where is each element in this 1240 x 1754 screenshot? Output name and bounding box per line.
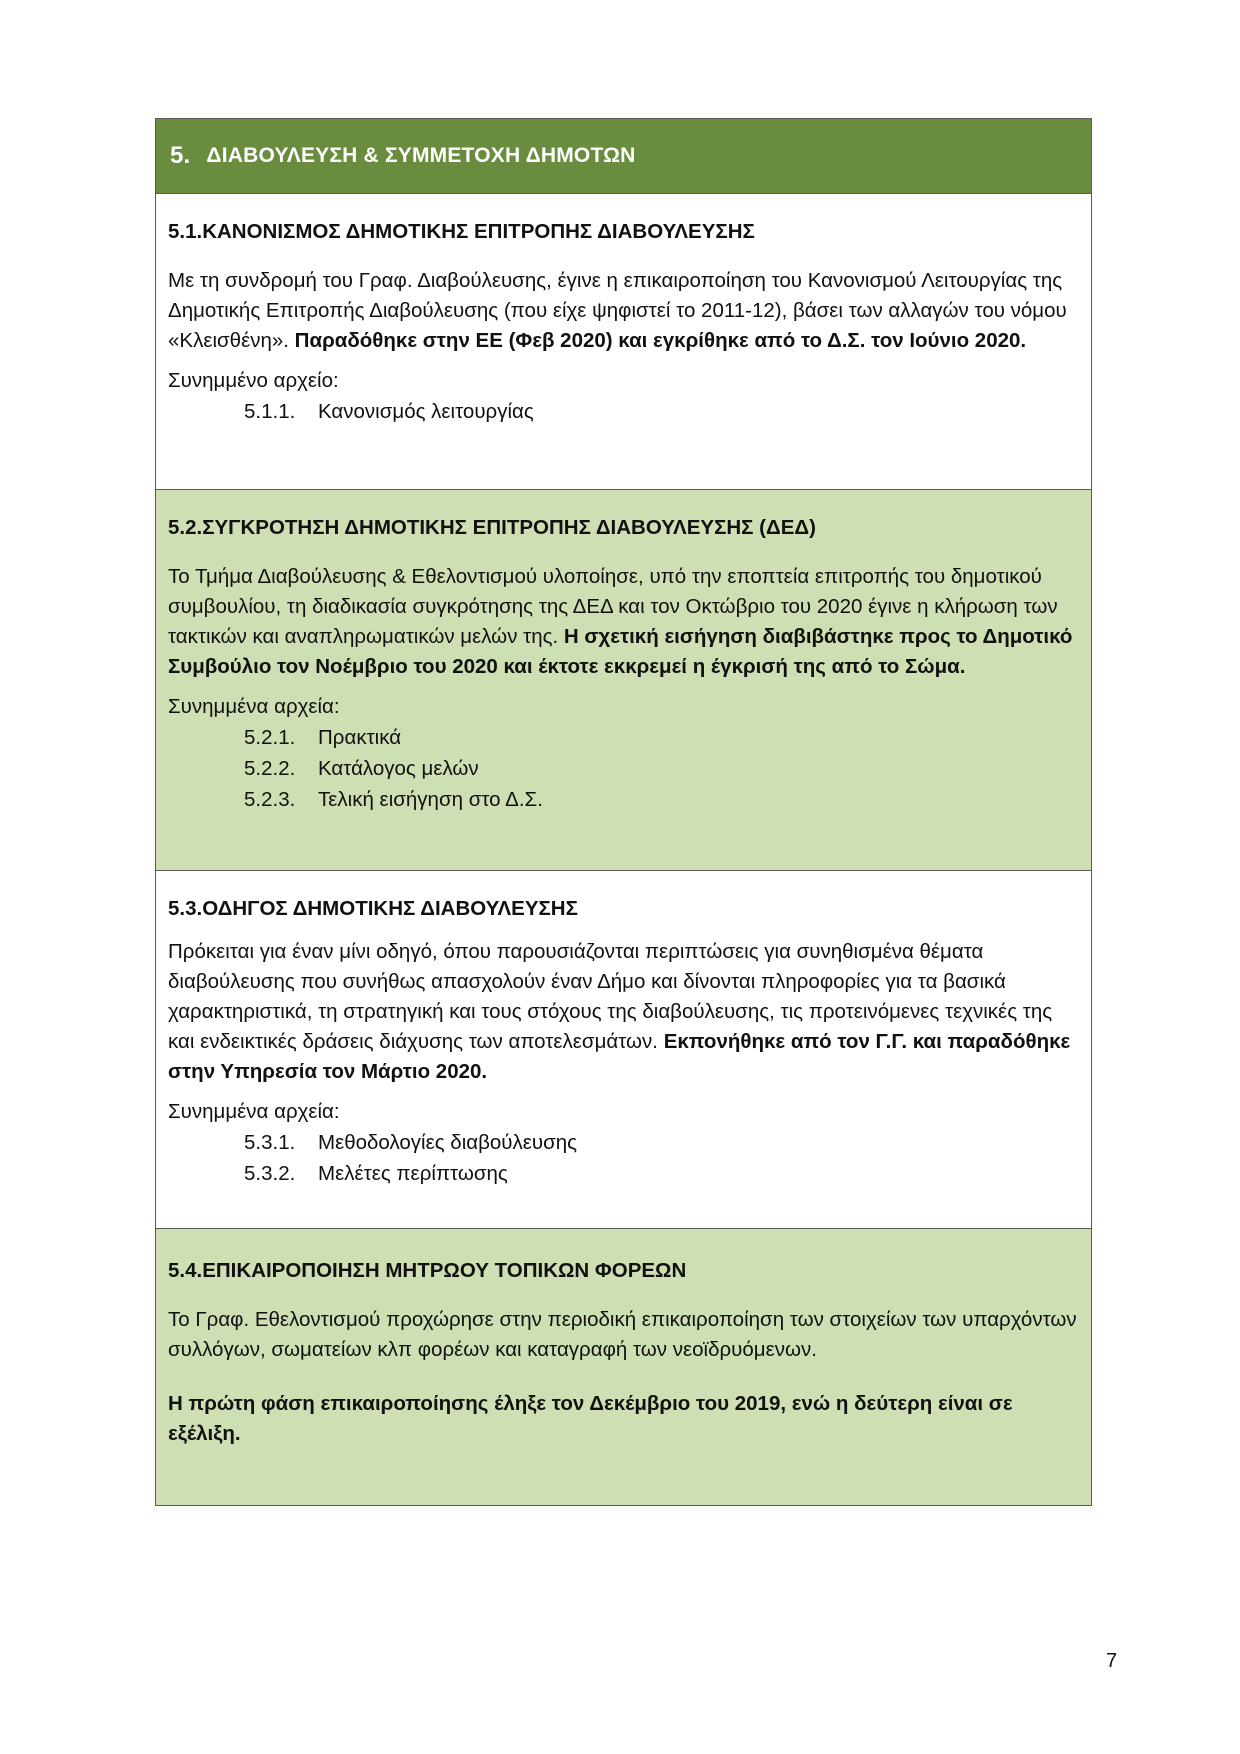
- attachments-list: [168, 1127, 1079, 1189]
- paragraph-bold-text: Εκπονήθηκε από τον Γ.Γ. και παραδόθηκε στην Υπηρεσία τον Μάρτιο 2020.: [168, 1030, 1071, 1083]
- attachment-item: [168, 722, 1079, 753]
- subsection-5-2: [156, 490, 1091, 871]
- subsection-paragraph: [168, 562, 1079, 682]
- attachment-item: [168, 784, 1079, 815]
- attachments-label: Συνημμένα αρχεία:: [168, 695, 340, 718]
- attachments-list: [168, 722, 1079, 815]
- attachment-label: Κανονισμός λειτουργίας: [318, 400, 534, 423]
- subsection-title: 5.4.ΕΠΙΚΑΙΡΟΠΟΙΗΣΗ ΜΗΤΡΩΟΥ ΤΟΠΙΚΩΝ ΦΟΡΕΩΝ: [168, 1259, 687, 1282]
- subsection-paragraph: Το Γραφ. Εθελοντισμού προχώρησε στην περιοδική επικαιροποίηση των στοιχείων των υπαρχόντων συλλόγων, σωματείων κλπ φορέων και καταγραφή των νεοϊδρυόμενων.: [168, 1308, 1077, 1361]
- paragraph-text: Με τη συνδρομή του Γραφ. Διαβούλευσης, έγινε η επικαιροποίηση του Κανονισμού Λειτουργίας της Δημοτικής Επιτροπής Διαβούλευσης (που είχε ψηφιστεί το 2011-12), βάσει των αλλαγών του νόμου «Κλεισθένη».: [168, 269, 1067, 352]
- subsection-title: 5.1.ΚΑΝΟΝΙΣΜΟΣ ΔΗΜΟΤΙΚΗΣ ΕΠΙΤΡΟΠΗΣ ΔΙΑΒΟΥΛΕΥΣΗΣ: [168, 220, 755, 243]
- section-number: 5.: [170, 142, 191, 169]
- page-number: 7: [1106, 1650, 1118, 1672]
- subsection-title: 5.2.ΣΥΓΚΡΟΤΗΣΗ ΔΗΜΟΤΙΚΗΣ ΕΠΙΤΡΟΠΗΣ ΔΙΑΒΟΥΛΕΥΣΗΣ (ΔΕΔ): [168, 516, 816, 539]
- attachment-item: [168, 753, 1079, 784]
- attachment-label: Μελέτες περίπτωσης: [318, 1162, 508, 1185]
- subsection-title: 5.3.ΟΔΗΓΟΣ ΔΗΜΟΤΙΚΗΣ ΔΙΑΒΟΥΛΕΥΣΗΣ: [168, 897, 578, 920]
- attachment-label: Κατάλογος μελών: [318, 757, 479, 780]
- paragraph-bold-text: Η πρώτη φάση επικαιροποίησης έληξε τον Δεκέμβριο του 2019, ενώ η δεύτερη είναι σε εξέλιξη.: [168, 1392, 1013, 1445]
- paragraph-bold-text: Η σχετική εισήγηση διαβιβάστηκε προς το Δημοτικό Συμβούλιο τον Νοέμβριο του 2020 και έκτοτε εκκρεμεί η έγκρισή της από το Σώμα.: [168, 625, 1073, 678]
- section-title: ΔΙΑΒΟΥΛΕΥΣΗ & ΣΥΜΜΕΤΟΧΗ ΔΗΜΟΤΩΝ: [206, 144, 636, 167]
- attachment-number: 5.2.3.: [244, 788, 296, 811]
- paragraph-text: Το Τμήμα Διαβούλευσης & Εθελοντισμού υλοποίησε, υπό την εποπτεία επιτροπής του δημοτικού συμβουλίου, τη διαδικασία συγκρότησης της ΔΕΔ και τον Οκτώβριο του 2020 έγινε η κλήρωση των τακτικών και αναπληρωματικών μελών της.: [168, 565, 1058, 648]
- paragraph-text: Πρόκειται για έναν μίνι οδηγό, όπου παρουσιάζονται περιπτώσεις για συνηθισμένα θέματα διαβούλευσης που συνήθως απασχολούν έναν Δήμο και δίνονται πληροφορίες για τα βασικά χαρακτηριστικά, τη στρατηγική και τους στόχους της διαβούλευσης, τις προτεινόμενες τεχνικές της και ενδεικτικές δράσεις διάχυσης των αποτελεσμάτων.: [168, 940, 1053, 1053]
- attachment-item: [168, 396, 1079, 427]
- subsection-paragraph: [168, 937, 1079, 1087]
- attachment-number: 5.2.1.: [244, 726, 296, 749]
- paragraph-bold-text: Παραδόθηκε στην ΕΕ (Φεβ 2020) και εγκρίθηκε από το Δ.Σ. τον Ιούνιο 2020.: [294, 329, 1027, 352]
- section-table: [155, 118, 1092, 1506]
- attachments-list: [168, 396, 1079, 427]
- attachment-label: Μεθοδολογίες διαβούλευσης: [318, 1131, 578, 1154]
- attachment-item: [168, 1158, 1079, 1189]
- subsection-5-1: [156, 194, 1091, 490]
- attachments-label: Συνημμένο αρχείο:: [168, 369, 339, 392]
- attachment-item: [168, 1127, 1079, 1158]
- attachments-label: Συνημμένα αρχεία:: [168, 1100, 340, 1123]
- subsection-5-3: [156, 871, 1091, 1229]
- attachment-label: Πρακτικά: [318, 726, 402, 749]
- subsection-paragraph-bold: [168, 1389, 1079, 1449]
- attachment-number: 5.3.2.: [244, 1162, 296, 1185]
- subsection-5-4: [156, 1229, 1091, 1505]
- section-header: [156, 119, 1091, 194]
- attachment-number: 5.3.1.: [244, 1131, 296, 1154]
- attachment-number: 5.1.1.: [244, 400, 296, 423]
- attachment-label: Τελική εισήγηση στο Δ.Σ.: [318, 788, 543, 811]
- subsection-paragraph: [168, 266, 1079, 356]
- attachment-number: 5.2.2.: [244, 757, 296, 780]
